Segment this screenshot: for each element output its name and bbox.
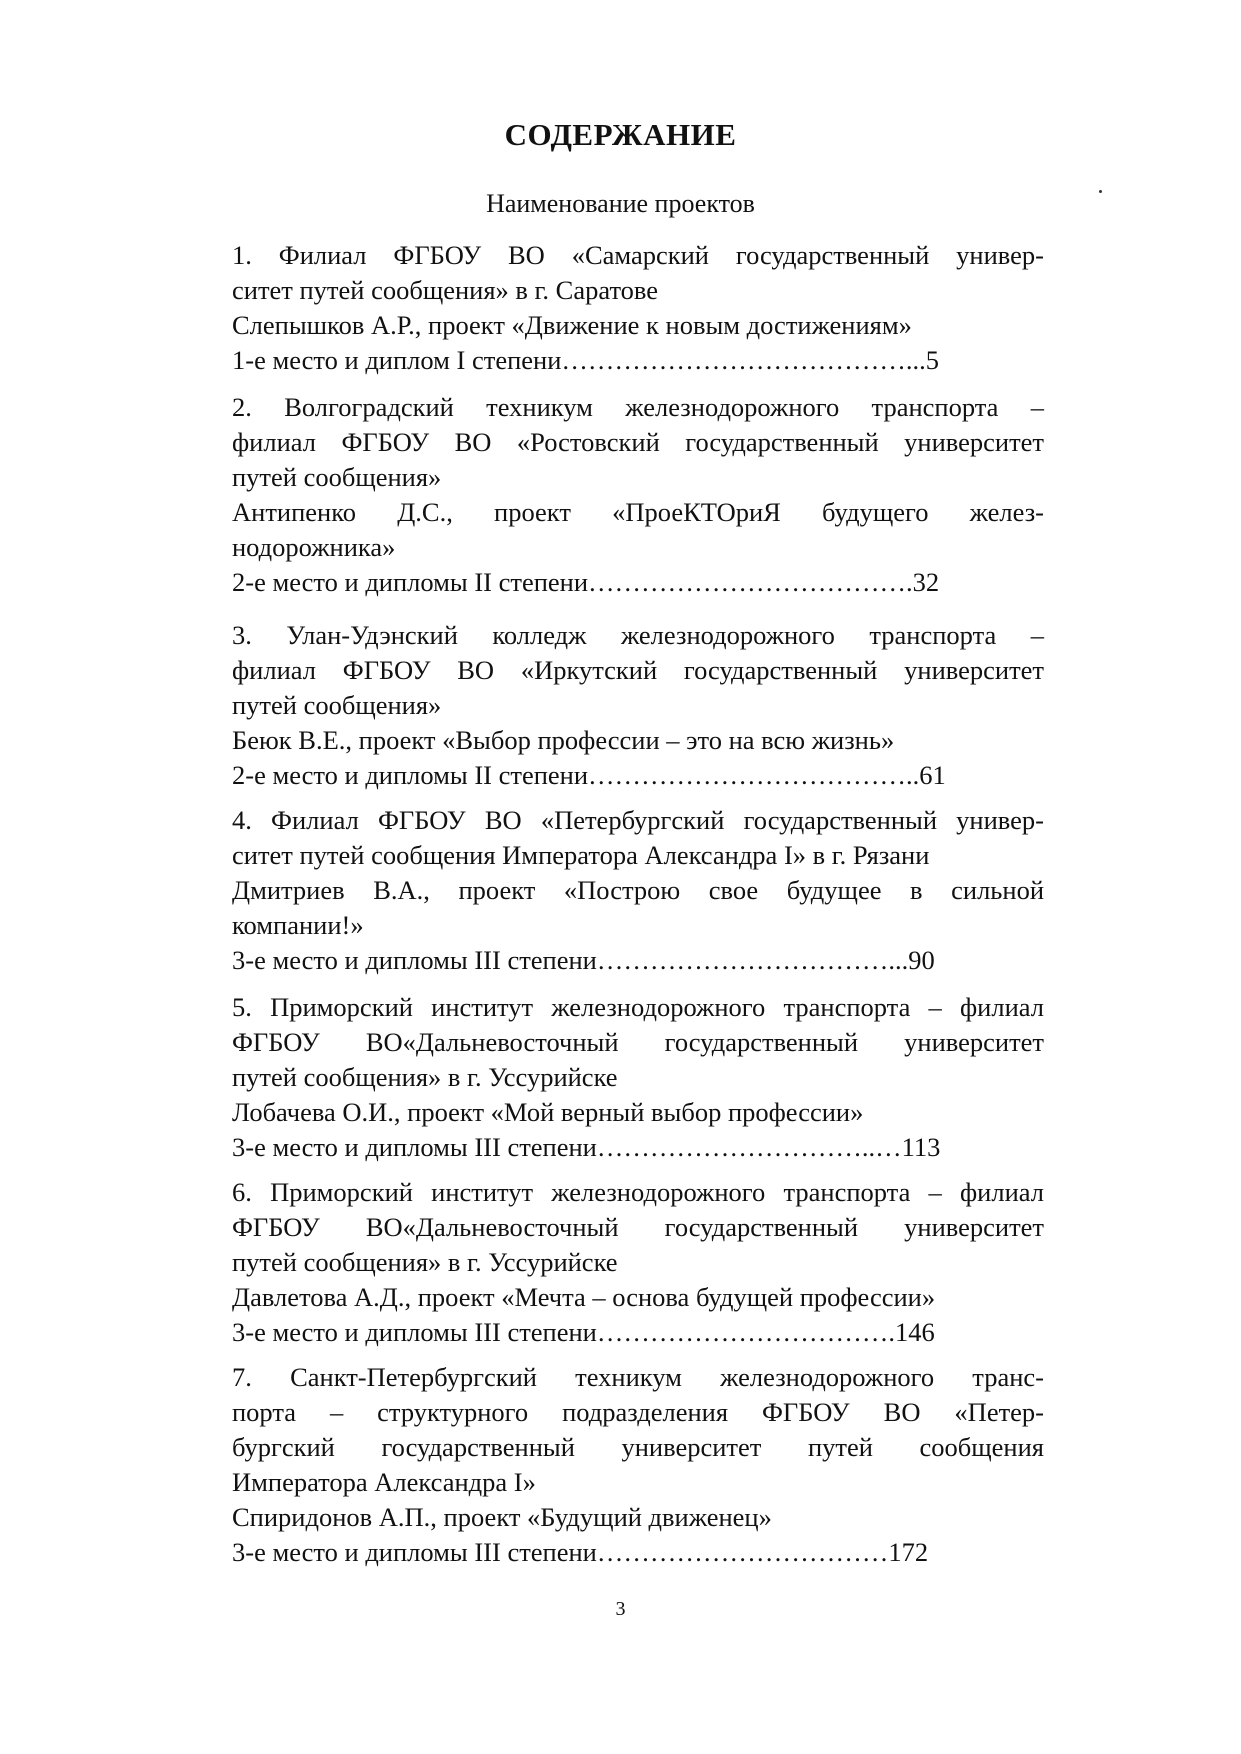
page-title: СОДЕРЖАНИЕ [504,117,737,152]
entry-org-line: 5. Приморский институт железнодорожного транспорта – филиал [232,992,1044,1022]
entry-org-line: 3. Улан-Удэнский колледж железнодорожного транспорта – [232,620,1044,650]
entry-org-line: путей сообщения» в г. Уссурийске [232,1062,618,1092]
entry-author-line: Беюк В.Е., проект «Выбор профессии – это на всю жизнь» [232,725,895,755]
entry-org-line: 4. Филиал ФГБОУ ВО «Петербургский государственный универ- [232,805,1044,835]
entry-org-line: путей сообщения» [232,462,442,492]
toc-entry-3 [232,618,1044,793]
entry-org-line: бургский государственный университет путей сообщения [232,1432,1044,1462]
entry-author-line: Дмитриев В.А., проект «Построю свое будущее в сильной [232,875,1044,905]
entry-org-line: порта – структурного подразделения ФГБОУ ВО «Петер- [232,1397,1044,1427]
entry-org-line: ситет путей сообщения» в г. Саратове [232,275,659,305]
toc-entry-7 [232,1360,1044,1570]
entry-author-line: компании!» [232,910,364,940]
entry-award-line: 3-е место и дипломы III степени……………………………172 [232,1537,929,1567]
entry-author-line: Лобачева О.И., проект «Мой верный выбор профессии» [232,1097,864,1127]
entry-author-line: Давлетова А.Д., проект «Мечта – основа будущей профессии» [232,1282,936,1312]
toc-entry-5 [232,990,1044,1165]
entry-author-line: Спиридонов А.П., проект «Будущий движенец» [232,1502,772,1532]
toc-entry-4 [232,803,1044,978]
entry-org-line: ситет путей сообщения Императора Александра I» в г. Рязани [232,840,930,870]
entry-award-line: 3-е место и дипломы III степени……………………………...90 [232,945,935,975]
entry-author-line: Антипенко Д.С., проект «ПроеКТОриЯ будущего желез- [232,497,1044,527]
toc-entry-6 [232,1175,1044,1350]
entry-org-line: филиал ФГБОУ ВО «Ростовский государственный университет [232,427,1044,457]
entry-award-line: 2-е место и дипломы II степени……………………………….32 [232,567,940,597]
entry-author-line: нодорожника» [232,532,396,562]
page-number: 3 [615,1598,626,1620]
entry-org-line: ФГБОУ ВО«Дальневосточный государственный университет [232,1212,1044,1242]
entry-award-line: 3-е место и дипломы III степени…………………………..…113 [232,1132,941,1162]
toc-entry-1 [232,238,1044,378]
entry-org-line: Императора Александра I» [232,1467,536,1497]
entry-org-line: ФГБОУ ВО«Дальневосточный государственный университет [232,1027,1044,1057]
entry-org-line: путей сообщения» в г. Уссурийске [232,1247,618,1277]
entry-org-line: 6. Приморский институт железнодорожного транспорта – филиал [232,1177,1044,1207]
entry-author-line: Слепышков А.Р., проект «Движение к новым достижениям» [232,310,912,340]
entry-org-line: путей сообщения» [232,690,442,720]
entry-award-line: 3-е место и дипломы III степени…………………………….146 [232,1317,935,1347]
section-subtitle: Наименование проектов [486,189,755,218]
entry-org-line: 2. Волгоградский техникум железнодорожного транспорта – [232,392,1044,422]
stray-dot-mark [1099,190,1102,193]
entry-org-line: филиал ФГБОУ ВО «Иркутский государственный университет [232,655,1044,685]
entry-award-line: 1-е место и диплом I степени…………………………………...5 [232,345,940,375]
entry-org-line: 1. Филиал ФГБОУ ВО «Самарский государственный универ- [232,240,1044,270]
toc-entry-2 [232,390,1044,600]
entry-award-line: 2-е место и дипломы II степени………………………………..61 [232,760,946,790]
entry-org-line: 7. Санкт-Петербургский техникум железнодорожного транс- [232,1362,1044,1392]
